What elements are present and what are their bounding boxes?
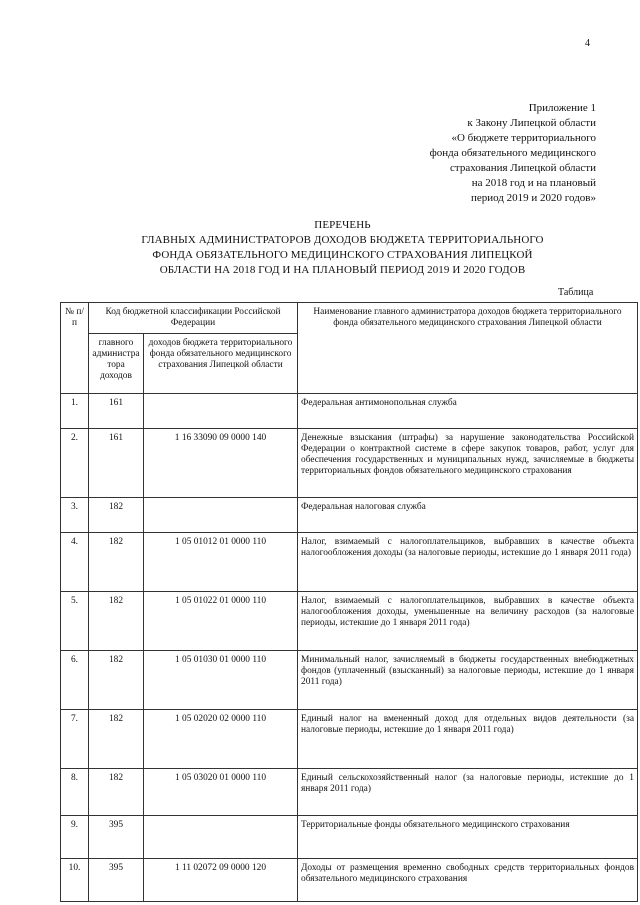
row-name: Денежные взыскания (штрафы) за нарушение законодательства Российской Федерации о контрактной системе в сфере закупок товаров, работ, услуг для обеспечения государственных и муниципальных нужд, зачисляемые в бюджеты территориальных фондов обязательного медицинского страхования bbox=[298, 429, 638, 498]
row-admin-code: 395 bbox=[89, 816, 144, 859]
row-admin-code: 182 bbox=[89, 651, 144, 710]
row-num: 2. bbox=[61, 429, 89, 498]
row-admin-code: 182 bbox=[89, 592, 144, 651]
header-admin: главного администра тора доходов bbox=[89, 334, 144, 394]
row-num: 8. bbox=[61, 769, 89, 816]
row-name: Федеральная налоговая служба bbox=[298, 498, 638, 533]
appendix-line: к Закону Липецкой области bbox=[467, 117, 596, 129]
row-name: Минимальный налог, зачисляемый в бюджеты государственных внебюджетных фондов (уплаченный (взысканный) за налоговые периоды, истекшие до 1 января 2011 года) bbox=[298, 651, 638, 710]
row-admin-code: 182 bbox=[89, 710, 144, 769]
table-caption: Таблица bbox=[558, 287, 594, 298]
row-name: Единый сельскохозяйственный налог (за налоговые периоды, истекшие до 1 января 2011 года) bbox=[298, 769, 638, 816]
row-income-code bbox=[144, 816, 298, 859]
page-number: 4 bbox=[585, 38, 590, 49]
appendix-line: фонда обязательного медицинского bbox=[429, 147, 596, 159]
row-name: Территориальные фонды обязательного медицинского страхования bbox=[298, 816, 638, 859]
row-admin-code: 161 bbox=[89, 429, 144, 498]
title-line: ФОНДА ОБЯЗАТЕЛЬНОГО МЕДИЦИНСКОГО СТРАХОВАНИЯ ЛИПЕЦКОЙ bbox=[152, 249, 533, 261]
table-row bbox=[61, 651, 638, 710]
table-row bbox=[61, 533, 638, 592]
header-income: доходов бюджета территориального фонда обязательного медицинского страхования Липецкой области bbox=[144, 334, 298, 394]
revenue-administrators-table bbox=[60, 302, 638, 902]
row-income-code: 1 05 01030 01 0000 110 bbox=[144, 651, 298, 710]
table-row bbox=[61, 769, 638, 816]
row-name: Налог, взимаемый с налогоплательщиков, выбравших в качестве объекта налогообложения доходы (за налоговые периоды, истекшие до 1 января 2011 года) bbox=[298, 533, 638, 592]
row-income-code: 1 16 33090 09 0000 140 bbox=[144, 429, 298, 498]
table-row bbox=[61, 498, 638, 533]
table-row bbox=[61, 859, 638, 902]
row-income-code bbox=[144, 498, 298, 533]
row-income-code bbox=[144, 394, 298, 429]
table-row bbox=[61, 592, 638, 651]
row-admin-code: 161 bbox=[89, 394, 144, 429]
row-admin-code: 182 bbox=[89, 533, 144, 592]
row-admin-code: 395 bbox=[89, 859, 144, 902]
row-num: 6. bbox=[61, 651, 89, 710]
appendix-block bbox=[336, 101, 596, 206]
row-num: 5. bbox=[61, 592, 89, 651]
header-name: Наименование главного администратора доходов бюджета территориального фонда обязательного медицинского страхования Липецкой области bbox=[298, 303, 638, 394]
row-income-code: 1 05 03020 01 0000 110 bbox=[144, 769, 298, 816]
title-line: ГЛАВНЫХ АДМИНИСТРАТОРОВ ДОХОДОВ БЮДЖЕТА ТЕРРИТОРИАЛЬНОГО bbox=[141, 234, 544, 246]
appendix-line: период 2019 и 2020 годов» bbox=[470, 192, 596, 204]
row-name: Налог, взимаемый с налогоплательщиков, выбравших в качестве объекта налогообложения доходы, уменьшенные на величину расходов (за налоговые периоды, истекшие до 1 января 2011 года) bbox=[298, 592, 638, 651]
row-num: 9. bbox=[61, 816, 89, 859]
row-admin-code: 182 bbox=[89, 769, 144, 816]
appendix-line: на 2018 год и на плановый bbox=[471, 177, 596, 189]
table-row bbox=[61, 394, 638, 429]
row-name: Доходы от размещения временно свободных средств территориальных фондов обязательного медицинского страхования bbox=[298, 859, 638, 902]
title-line: ОБЛАСТИ НА 2018 ГОД И НА ПЛАНОВЫЙ ПЕРИОД 2019 И 2020 ГОДОВ bbox=[159, 264, 526, 276]
row-name: Единый налог на вмененный доход для отдельных видов деятельности (за налоговые периоды, истекшие до 1 января 2011 года) bbox=[298, 710, 638, 769]
row-income-code: 1 11 02072 09 0000 120 bbox=[144, 859, 298, 902]
row-num: 3. bbox=[61, 498, 89, 533]
title-line: ПЕРЕЧЕНЬ bbox=[314, 219, 371, 231]
header-code-group: Код бюджетной классификации Российской Федерации bbox=[89, 303, 298, 334]
row-income-code: 1 05 01012 01 0000 110 bbox=[144, 533, 298, 592]
appendix-line: страхования Липецкой области bbox=[450, 162, 596, 174]
table-row bbox=[61, 710, 638, 769]
document-title bbox=[60, 218, 625, 278]
row-name: Федеральная антимонопольная служба bbox=[298, 394, 638, 429]
row-admin-code: 182 bbox=[89, 498, 144, 533]
row-num: 4. bbox=[61, 533, 89, 592]
table-row bbox=[61, 816, 638, 859]
row-num: 1. bbox=[61, 394, 89, 429]
header-num: № п/п bbox=[61, 303, 89, 394]
row-income-code: 1 05 01022 01 0000 110 bbox=[144, 592, 298, 651]
appendix-line: «О бюджете территориального bbox=[451, 132, 596, 144]
row-num: 7. bbox=[61, 710, 89, 769]
appendix-line: Приложение 1 bbox=[528, 102, 596, 114]
table-row bbox=[61, 429, 638, 498]
row-income-code: 1 05 02020 02 0000 110 bbox=[144, 710, 298, 769]
row-num: 10. bbox=[61, 859, 89, 902]
